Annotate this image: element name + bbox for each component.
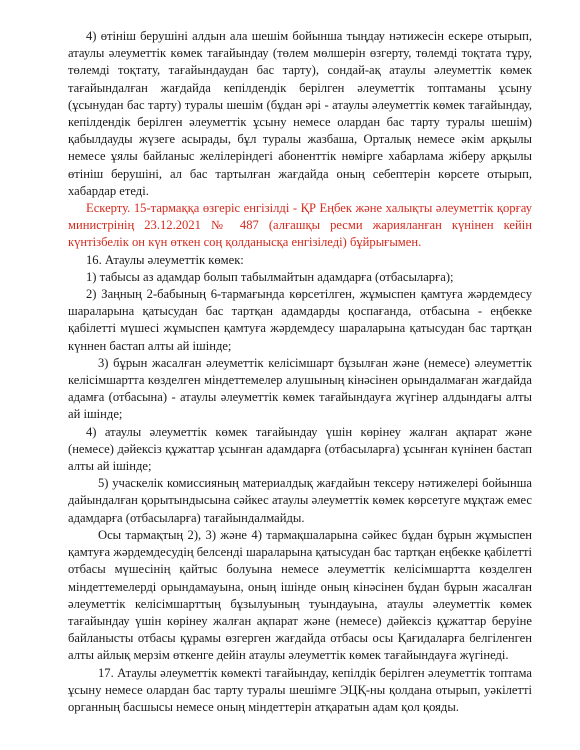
paragraph-15-4: 4) өтініш берушіні алдын ала шешім бойынша тыңдау нәтижесін ескере отырып, атаулы әлеуметтік көмек тағайындау (төлем мөлшерін өзгерту, төлемді тоқтата тұру, төлемді тоқтату, тағайындаудан бас тарту), сондай-ақ атаулы әлеуметтік көмек тағайындалған жағдайда кепілдендік берілген әлеуметтік топтаманы ұсыну (ұсынудан бас тарту) туралы шешім (бұдан әрі - атаулы әлеуметтік көмек тағайындау, кепілдендік берілген әлеуметтік ұсыну немесе олардан бас тарту туралы шешім) қабылдауды жүзеге асырады, бұл туралы жазбаша, Орталық немесе әкім арқылы немесе ұялы байланыс желілеріндегі абоненттік нөмірге хабарлама жіберу арқылы өтініш берушіні, ал бас тартылған жағдайда оның себептерін көрсете отырып, хабардар етеді.: [68, 29, 532, 198]
paragraph-17: 17. Атаулы әлеуметтік көмекті тағайындау, кепілдік берілген әлеуметтік топтама ұсыну немесе олардан бас тарту туралы шешімге ЭЦҚ-ны қолдана отырып, уәкілетті органның басшысы немесе оның міндеттерін атқаратын адам қол қояды.: [68, 665, 532, 714]
paragraph-16-item-5: 5) учаскелік комиссияның материалдық жағдайын тексеру нәтижелері бойынша дайындалған қорытындысына сәйкес атаулы әлеуметтік көмек көрсетуге мұқтаж емес адамдарға (отбасыларға) тағайындалмайды.: [68, 476, 532, 525]
paragraph-16-item-2: 2) Заңның 2-бабының 6-тармағында көрсетілген, жұмыспен қамтуға жәрдемдесу шараларына қатысудан бас тартқан адамдарды қоспағанда, отбасына - еңбекке қабілетті мүшесі жұмыспен қамтуға жәрдемдесу шараларына қатысудан бас тартқан күннен бастап алты ай ішінде;: [68, 287, 532, 353]
paragraph-16-item-4: 4) атаулы әлеуметтік көмек тағайындау үшін көрінеу жалған ақпарат және (немесе) дәйексіз құжаттар ұсынған адамдарға (отбасыларға) ұсынған күнінен бастап алты ай ішінде;: [68, 424, 532, 474]
amendment-note: Ескерту. 15-тармаққа өзгеріс енгізілді - ҚР Еңбек және халықты әлеуметтік қорғау министрінің 23.12.2021 № 487 (алғашқы ресми жарияланған күнінен кейін күнтізбелік он күн өткен соң қолданысқа енгізіледі) бұйрығымен.: [68, 201, 532, 250]
paragraph-16-item-3: 3) бұрын жасалған әлеуметтік келісімшарт бұзылған және (немесе) әлеуметтік келісімшартта көзделген міндеттемелер алушының кінәсінен орындалмаған жағдайда адамға (отбасына) - атаулы әлеуметтік көмек тағайындауға жүгінер алдындағы алты ай ішінде;: [68, 355, 532, 422]
paragraph-16-heading: 16. Атаулы әлеуметтік көмек:: [86, 252, 244, 267]
paragraph-16-tail: Осы тармақтың 2), 3) және 4) тармақшаларына сәйкес бұдан бұрын жұмыспен қамтуға жәрдемдесудің белсенді шараларына қатысудан бас тартқан еңбекке қабілетті отбасы мүшесінің қайтыс болуына немесе әлеуметтік келісімшартта көзделген міндеттемелерді орындамауына, оның ішінде оның кінәсінен бұдан бұрын жасалған әлеуметтік келісімшарттың бұзылуының туындауына, атаулы әлеуметтік көмек тағайындау үшін көрінеу жалған ақпарат және (немесе) дәйексіз құжаттар беруіне байланысты отбасы құрамы өзгерген жағдайда отбасы осы Қағидаларға белгіленген алты айлық мерзім өткенге дейін атаулы әлеуметтік көмек тағайындауға жүгінеді.: [68, 527, 532, 663]
paragraph-16-item-1: 1) табысы аз адамдар болып табылмайтын адамдарға (отбасыларға);: [86, 269, 454, 284]
